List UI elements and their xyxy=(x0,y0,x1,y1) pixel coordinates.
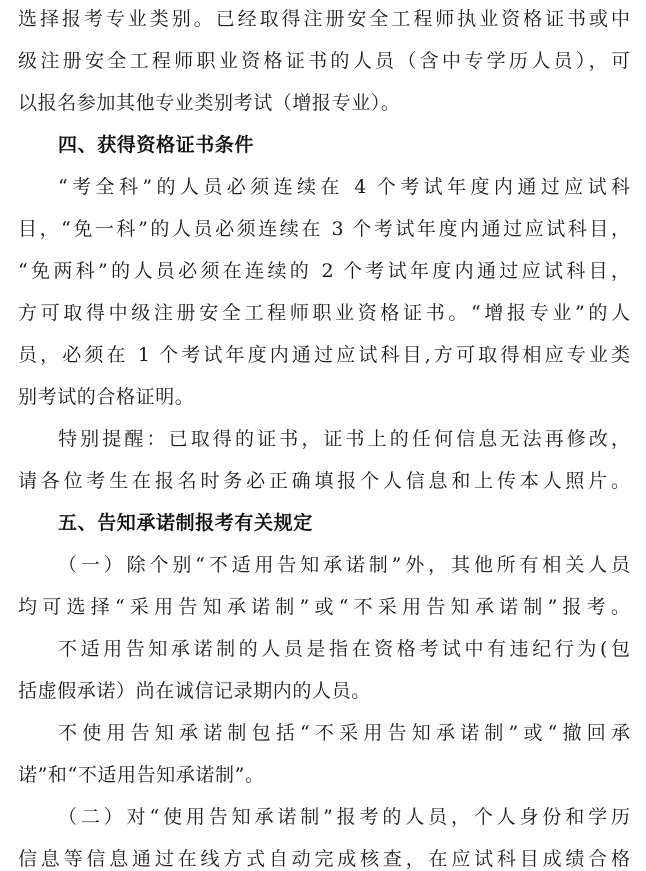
paragraph-line: 选择报考专业类别。已经取得注册安全工程师执业资格证书或中 xyxy=(18,8,630,30)
paragraph-line: 员，必须在 1 个考试年度内通过应试科目,方可取得相应专业类 xyxy=(18,344,630,366)
special-reminder-line: 特别提醒：已取得的证书，证书上的任何信息无法再修改， xyxy=(58,428,630,450)
paragraph-line: （二）对“使用告知承诺制”报考的人员，个人身份和学历 xyxy=(58,806,630,828)
paragraph-line: “免两科”的人员必须在连续的 2 个考试年度内通过应试科目， xyxy=(18,260,630,282)
paragraph-line: “考全科”的人员必须连续在 4 个考试年度内通过应试科 xyxy=(58,176,630,198)
paragraph-line: 别考试的合格证明。 xyxy=(18,386,195,408)
paragraph-line: 不适用告知承诺制的人员是指在资格考试中有违纪行为(包 xyxy=(58,638,630,660)
paragraph-line: 均可选择“采用告知承诺制”或“不采用告知承诺制”报考。 xyxy=(18,596,630,618)
paragraph-line: 信息等信息通过在线方式自动完成核查，在应试科目成绩合格 xyxy=(18,848,630,870)
paragraph-line: 目，“免一科”的人员必须连续在 3 个考试年度内通过应试科目， xyxy=(18,218,630,240)
paragraph-line: 括虚假承诺）尚在诚信记录期内的人员。 xyxy=(18,680,371,702)
section-heading-5: 五、告知承诺制报考有关规定 xyxy=(58,512,313,534)
section-heading-4: 四、获得资格证书条件 xyxy=(58,134,255,156)
paragraph-line: 方可取得中级注册安全工程师职业资格证书。“增报专业”的人 xyxy=(18,302,630,324)
paragraph-line: 不使用告知承诺制包括“不采用告知承诺制”或“撤回承 xyxy=(58,722,630,744)
paragraph-line: （一）除个别“不适用告知承诺制”外，其他所有相关人员 xyxy=(58,554,630,576)
paragraph-line: 以报名参加其他专业类别考试（增报专业）。 xyxy=(18,92,401,114)
paragraph-line: 请各位考生在报名时务必正确填报个人信息和上传本人照片。 xyxy=(18,470,630,492)
paragraph-line: 诺”和“不适用告知承诺制”。 xyxy=(18,764,265,786)
paragraph-line: 级注册安全工程师职业资格证书的人员（含中专学历人员），可 xyxy=(18,50,630,72)
